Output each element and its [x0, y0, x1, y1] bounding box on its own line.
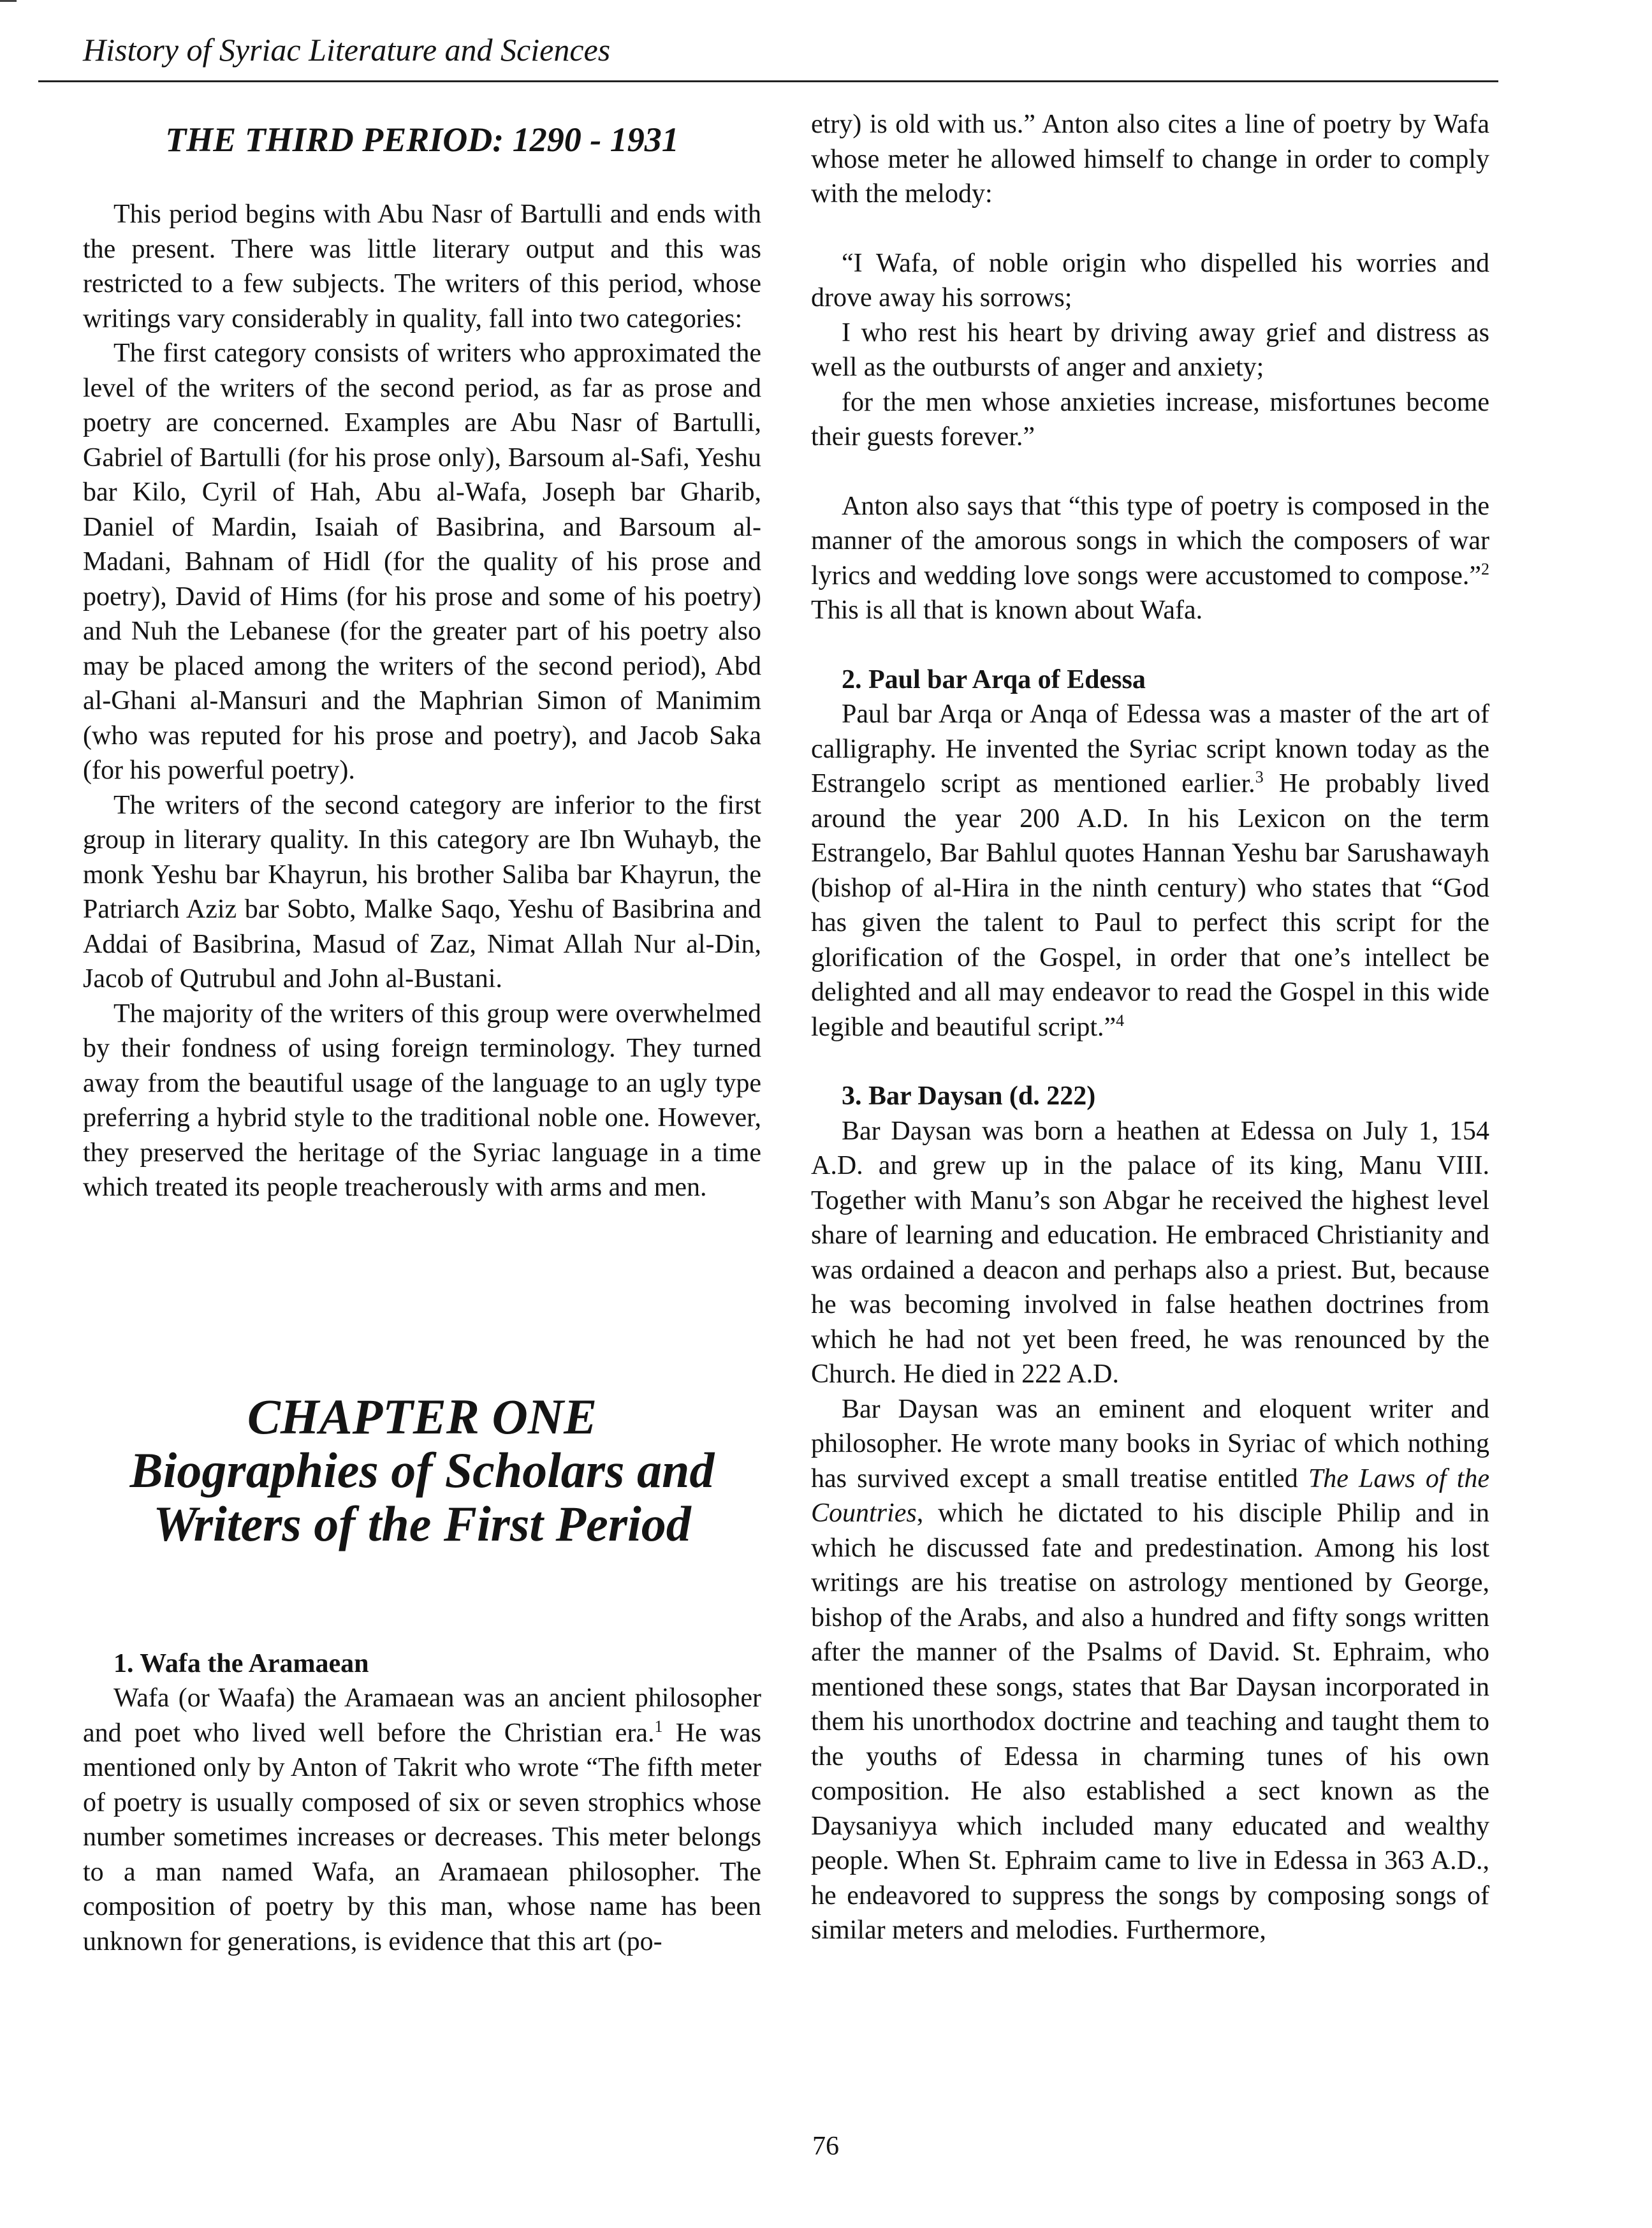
- text-run: He was mentioned only by Anton of Takrit who wrote “The fifth meter of poetry is usually composed of six or seven strophics whose number sometimes increases or decreases. This meter belongs to a man named Wafa, an Aramaean philosopher. The composition of poetry by this man, whose name has been unknown for generations, is evidence that this art (po-: [83, 1718, 761, 1956]
- text-run: , which he dictated to his disciple Philip and in which he discussed fate and predestination. Among his lost writings are his treatise on astrology mentioned by George, bishop of the Arabs, and also a hundred and fifty songs written after the manner of the Psalms of David. St. Ephraim, who mentioned these songs, states that Bar Daysan incorporated in them his unorthodox doctrine and teaching and taught them to the youths of Edessa in charming tunes of his own composition. He also established a sect known as the Daysaniyya which included many educated and wealthy people. When St. Ephraim came to live in Edessa in 363 A.D., he endeavored to suppress the songs by composing songs of similar meters and melodies. Furthermore,: [811, 1499, 1489, 1945]
- scan-corner-mark: [0, 0, 17, 2]
- spacer: [811, 455, 1489, 489]
- paragraph: [811, 1392, 1489, 1948]
- spacer: [811, 212, 1489, 246]
- chapter-subtitle-line: Writers of the First Period: [153, 1495, 691, 1551]
- paragraph: The majority of the writers of this group were overwhelmed by their fondness of using foreign terminology. They turned away from the beautiful usage of the language to an ugly type preferring a hybrid style to the traditional noble one. However, they preserved the heritage of the Syriac language in a time which treated its people treacherously with arms and men.: [83, 999, 761, 1203]
- paragraph: The first category consists of writers who approximated the level of the writers of the second period, as far as prose and poetry are concerned. Examples are Abu Nasr of Bartulli, Gabriel of Bartulli (for his prose only), Barsoum al-Safi, Yeshu bar Kilo, Cyril of Hah, Abu al-Wafa, Joseph bar Gharib, Daniel of Mardin, Isaiah of Basibrina, and Barsoum al-Madani, Bahnam of Hidl (for the quality of his prose and poetry), David of Hims (for his prose and some of his poetry) and Nuh the Lebanese (for the greater part of his poetry also may be placed among the writers of the second period), Abd al-Ghani al-Mansuri and the Maphrian Simon of Manimim (who was reputed for his prose and poetry), and Jacob Saka (for his powerful poetry).: [83, 339, 761, 786]
- text-run: Anton also says that “this type of poetry is composed in the manner of the amorous songs in which the composers of war lyrics and wedding love songs were accustomed to compose.”: [811, 491, 1489, 590]
- text-run: Wafa (or Waafa) the Aramaean was an ancient philosopher and poet who lived well before the Christian era.: [83, 1683, 761, 1748]
- subheading: 3. Bar Daysan (d. 222): [842, 1081, 1096, 1111]
- header-rule: [38, 80, 1498, 82]
- paragraph: The writers of the second category are inferior to the first group in literary quality. In this category are Ibn Wuhayb, the monk Yeshu bar Khayrun, his brother Saliba bar Khayrun, the Patriarch Aziz bar Sobto, Malke Saqo, Yeshu of Basibrina and Addai of Basibrina, Masud of Zaz, Nimat Allah Nur al-Din, Jacob of Qutrubul and John al-Bustani.: [83, 790, 761, 994]
- paragraph: etry) is old with us.” Anton also cites a line of poetry by Wafa whose meter he allowed himself to change in order to comply with the melody:: [811, 110, 1489, 209]
- running-header: History of Syriac Literature and Sciences: [83, 32, 611, 68]
- subheading: 1. Wafa the Aramaean: [113, 1648, 369, 1678]
- chapter-title: [83, 1390, 761, 1551]
- paragraph: Bar Daysan was born a heathen at Edessa on July 1, 154 A.D. and grew up in the palace of its king, Manu VIII. Together with Manu’s son Abgar he received the highest level share of learning and education. He embraced Christianity and was ordained a deacon and perhaps also a priest. But, because he was becoming involved in false heathen doctrines from which he had not yet been freed, he was renounced by the Church. He died in 222 A.D.: [811, 1116, 1489, 1389]
- footnote-marker: 4: [1116, 1011, 1125, 1030]
- chapter-number: CHAPTER ONE: [247, 1388, 597, 1444]
- poem-line: for the men whose anxieties increase, misfortunes become their guests forever.”: [811, 387, 1489, 451]
- poem-line: “I Wafa, of noble origin who dispelled his worries and drove away his sorrows;: [811, 248, 1489, 312]
- paragraph: [811, 489, 1489, 628]
- left-column: [83, 107, 761, 1959]
- footnote-marker: 3: [1255, 768, 1264, 786]
- footnote-marker: 2: [1481, 559, 1489, 578]
- chapter-subtitle-line: Biographies of Scholars and: [129, 1442, 715, 1498]
- spacer: [811, 628, 1489, 663]
- text-run: Bar Daysan was an eminent and eloquent writer and philosopher. He wrote many books in Syriac of which nothing has survived except a small treatise entitled: [811, 1394, 1489, 1493]
- poem-line: I who rest his heart by driving away grief and distress as well as the outbursts of anger and anxiety;: [811, 318, 1489, 382]
- text-run: This is all that is known about Wafa.: [811, 596, 1203, 625]
- paragraph: [811, 697, 1489, 1044]
- spacer: [811, 1044, 1489, 1079]
- text-run: Paul bar Arqa or Anqa of Edessa was a master of the art of calligraphy. He invented the Syriac script known today as the Estrangelo script as mentioned earlier.: [811, 700, 1489, 798]
- footnote-marker: 1: [654, 1717, 663, 1736]
- page-number: 76: [812, 2132, 839, 2161]
- paragraph: [83, 1681, 761, 1959]
- section-title: THE THIRD PERIOD: 1290 - 1931: [165, 121, 679, 159]
- subheading: 2. Paul bar Arqa of Edessa: [842, 664, 1146, 694]
- paragraph: This period begins with Abu Nasr of Bartulli and ends with the present. There was little literary output and this was restricted to a few subjects. The writers of this period, whose writings vary considerably in quality, fall into two categories:: [83, 200, 761, 333]
- right-column: [811, 107, 1489, 1948]
- book-title: The Laws of the Countries: [811, 1463, 1489, 1528]
- text-run: He probably lived around the year 200 A.D. In his Lexicon on the term Estrangelo, Bar Bahlul quotes Hannan Yeshu bar Sarushawayh (bishop of al-Hira in the ninth century) who states that “God has given the talent to Paul to perfect this script for the glorification of the Gospel, in order that one’s intellect be delighted and all may endeavor to read the Gospel in this wide legible and beautiful script.”: [811, 769, 1489, 1042]
